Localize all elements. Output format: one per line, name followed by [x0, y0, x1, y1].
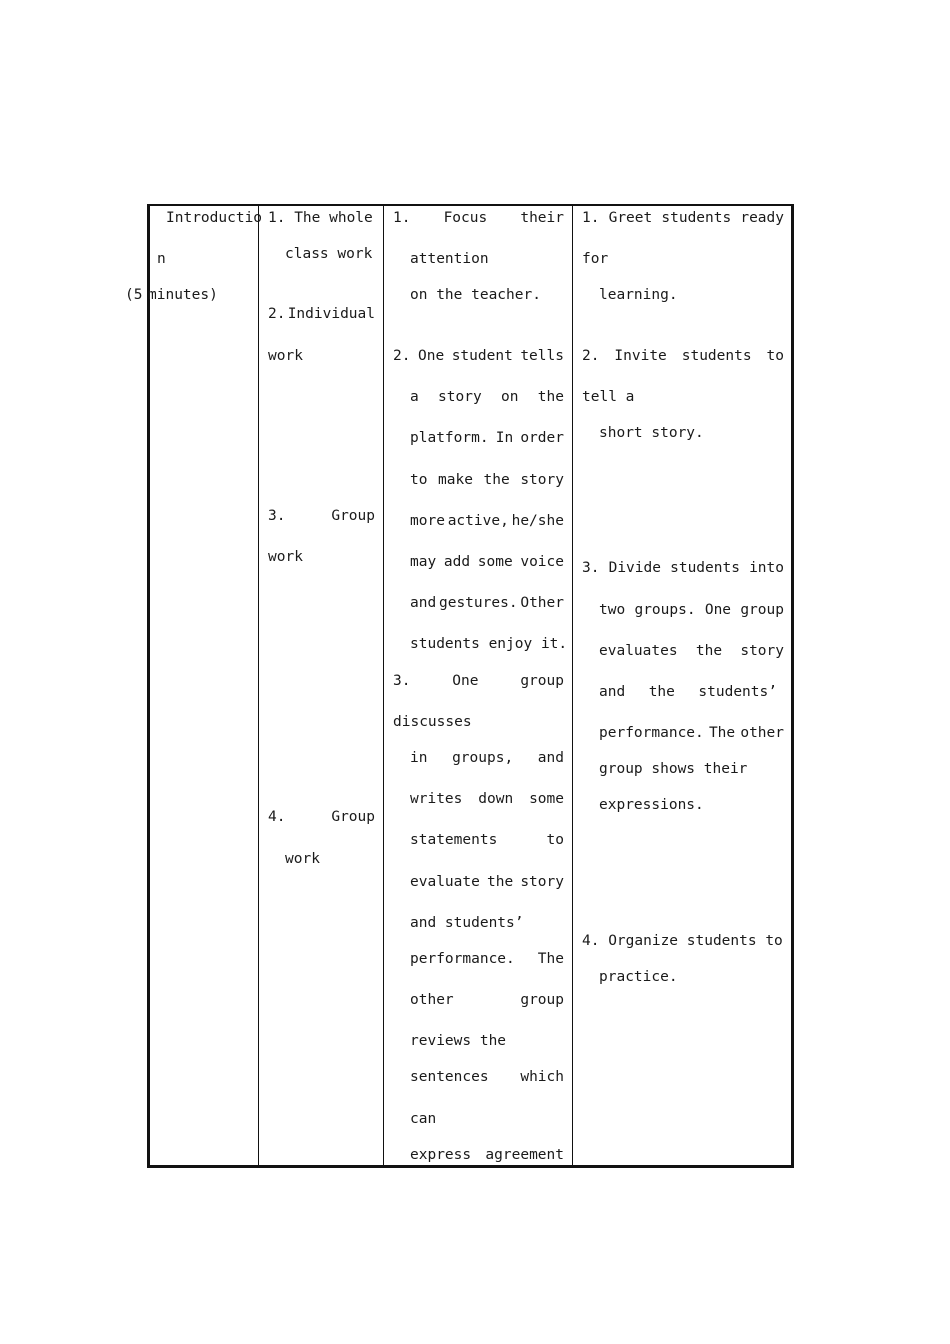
students-line: attention [410, 251, 489, 267]
students-line [410, 1068, 564, 1086]
mode-item-3 [268, 507, 375, 525]
word: which [520, 1069, 564, 1085]
word: Divide [608, 560, 661, 576]
word: One [417, 348, 445, 364]
mode-item-2-word: Individual [287, 306, 375, 322]
students-line: discusses [393, 714, 472, 730]
word: into [749, 560, 784, 576]
teacher-line: for [582, 251, 609, 267]
students-line [393, 672, 564, 690]
word: evaluates [599, 643, 678, 659]
word: 1. [582, 210, 600, 226]
stage-label: Introductio [166, 210, 263, 226]
word: story [740, 643, 784, 659]
word: evaluate [410, 874, 480, 890]
word: some [529, 791, 564, 807]
word: their [520, 210, 564, 226]
word: student [451, 348, 513, 364]
students-line [410, 790, 564, 808]
word: two [599, 602, 626, 618]
teacher-line [582, 559, 784, 577]
stage-duration-prefix: (5 [125, 287, 143, 303]
word: add [443, 554, 471, 570]
word: the [695, 643, 723, 659]
word: writes [410, 791, 463, 807]
word: to [546, 832, 564, 848]
word: story [520, 874, 564, 890]
teacher-line [582, 209, 784, 227]
word: students [681, 348, 752, 364]
word: make [438, 472, 473, 488]
word: down [478, 791, 514, 807]
word: performance. [410, 951, 515, 967]
word: 3. [393, 673, 411, 689]
word: gestures. [438, 595, 518, 611]
stage-label-continued: n [157, 251, 166, 267]
students-line [410, 1146, 564, 1164]
word: 2. [393, 348, 411, 364]
word: may [410, 554, 437, 570]
word: 1. [393, 210, 411, 226]
stage-duration: minutes) [148, 287, 218, 303]
students-line: and students’ [410, 915, 524, 931]
word: the [648, 684, 675, 700]
students-line: can [410, 1111, 437, 1127]
mode-item-4-continued: work [285, 851, 320, 867]
students-line: reviews the [410, 1033, 507, 1049]
word: Other [520, 595, 564, 611]
word: in [410, 750, 428, 766]
teacher-line: group shows their [599, 761, 748, 777]
word: 3. [582, 560, 600, 576]
students-line: on the teacher. [410, 287, 541, 303]
word: group [520, 673, 564, 689]
mode-item-2-continued: work [268, 348, 303, 364]
students-line: students enjoy it. [410, 636, 568, 652]
word: story [438, 389, 482, 405]
table-border-right [791, 204, 794, 1168]
teacher-line [599, 724, 784, 742]
word: the [483, 472, 510, 488]
word: and [537, 750, 564, 766]
mode-item-4-word: Group [331, 809, 375, 825]
word: express [410, 1147, 472, 1163]
word: other [410, 992, 454, 1008]
word: platform. [410, 430, 489, 446]
word: the [537, 389, 564, 405]
teacher-line: learning. [599, 287, 678, 303]
students-line [410, 831, 564, 849]
word: order [520, 430, 564, 446]
word: group [740, 602, 784, 618]
word: sentences [410, 1069, 489, 1085]
word: active, [447, 513, 509, 529]
word: to [766, 348, 784, 364]
table-border-left [147, 204, 150, 1168]
students-line [410, 950, 564, 968]
teacher-line [582, 347, 784, 365]
word: more [410, 513, 445, 529]
word: groups, [452, 750, 514, 766]
column-divider-2 [383, 204, 384, 1168]
word: groups. [634, 602, 696, 618]
teacher-line: short story. [599, 425, 704, 441]
students-line [393, 209, 564, 227]
word: ready [740, 210, 784, 226]
students-line [410, 471, 564, 489]
mode-item-2 [268, 305, 375, 323]
students-line [410, 873, 564, 891]
word: and [599, 684, 626, 700]
word: the [486, 874, 514, 890]
word: students [670, 560, 740, 576]
students-line [410, 512, 564, 530]
word: One [452, 673, 479, 689]
teacher-line [599, 601, 784, 619]
word: he/she [511, 513, 564, 529]
word: on [501, 389, 519, 405]
word: group [520, 992, 564, 1008]
mode-item-3-word: 3. [268, 508, 286, 524]
word: performance. [599, 725, 704, 741]
word: 2. [582, 348, 600, 364]
mode-item-3-continued: work [268, 549, 303, 565]
table-border-bottom [147, 1165, 794, 1168]
word: other [740, 725, 784, 741]
word: tells [520, 348, 564, 364]
word: a [410, 389, 419, 405]
word: The [708, 725, 736, 741]
word: students [661, 210, 732, 226]
students-line [410, 749, 564, 767]
teacher-line [599, 683, 777, 701]
students-line [393, 347, 564, 365]
column-divider-1 [258, 204, 259, 1168]
word: and [410, 595, 437, 611]
mode-item-2-word: 2. [268, 306, 286, 322]
word: students’ [698, 684, 777, 700]
teacher-line [599, 642, 784, 660]
students-line [410, 991, 564, 1009]
teacher-line: expressions. [599, 797, 704, 813]
word: Greet [608, 210, 653, 226]
mode-item-3-word: Group [331, 508, 375, 524]
table-border-top [147, 204, 794, 206]
word: In [495, 430, 514, 446]
mode-item-4 [268, 808, 375, 826]
word: voice [520, 554, 564, 570]
students-line [410, 594, 564, 612]
mode-item-4-word: 4. [268, 809, 286, 825]
column-divider-3 [572, 204, 573, 1168]
word: story [520, 472, 564, 488]
teacher-line: practice. [599, 969, 678, 985]
word: to [410, 472, 428, 488]
word: One [704, 602, 732, 618]
word: agreement [485, 1147, 564, 1163]
students-line [410, 429, 564, 447]
students-line [410, 388, 564, 406]
word: some [477, 554, 513, 570]
word: Focus [443, 210, 488, 226]
word: The [537, 951, 564, 967]
word: Invite [614, 348, 667, 364]
students-line [410, 553, 564, 571]
mode-item-1-continued: class work [285, 246, 373, 262]
teacher-line: tell a [582, 389, 635, 405]
mode-item-1: 1. The whole [268, 210, 373, 226]
teacher-line: 4. Organize students to [582, 933, 783, 949]
word: statements [410, 832, 498, 848]
